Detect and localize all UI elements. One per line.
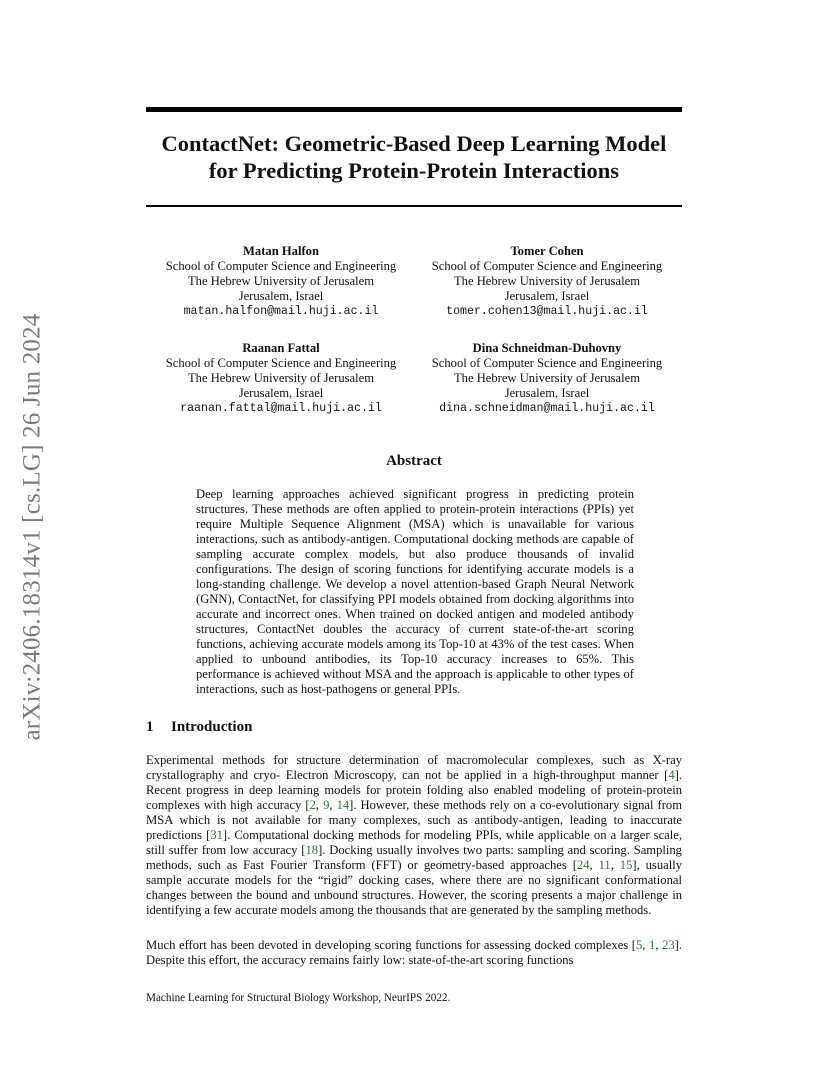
title-top-rule	[146, 107, 682, 112]
citation-link[interactable]: 11	[598, 858, 611, 872]
citation-link[interactable]: 31	[210, 828, 223, 842]
author-block-4	[402, 341, 692, 416]
citation-link[interactable]: 15	[619, 858, 633, 872]
paper-title	[146, 130, 682, 184]
abstract-text: Deep learning approaches achieved significant progress in predicting protein structures. These methods are often applied to protein-protein interactions (PPIs) yet require Multiple Sequence Alignment (MSA) which is unavailable for various interactions, such as antibody-antigen. Computational docking methods are capable of sampling accurate complex models, but also produce thousands of invalid configurations. The design of scoring functions for identifying accurate models is a long-standing challenge. We develop a novel attention-based Graph Neural Network (GNN), ContactNet, for classifying PPI models obtained from docking algorithms into accurate and incorrect ones. When trained on docked antigen and modeled antibody structures, ContactNet doubles the accuracy of current state-of-the-art scoring functions, achieving accurate models among its Top-10 at 43% of the test cases. When applied to unbound antibodies, its Top-10 accuracy increases to 65%. This performance is achieved without MSA and the approach is applicable to other types of interactions, such as host-pathogens or general PPIs.	[196, 487, 634, 696]
author-affiliation: School of Computer Science and Engineering	[431, 259, 663, 273]
author-institution: The Hebrew University of Jerusalem	[187, 274, 375, 288]
citation-link[interactable]: 2	[309, 798, 316, 812]
author-email[interactable]: tomer.cohen13@mail.huji.ac.il	[446, 305, 648, 318]
author-email[interactable]: raanan.fattal@mail.huji.ac.il	[180, 402, 382, 415]
arxiv-identifier-text: arXiv:2406.18314v1 [cs.LG] 26 Jun 2024	[18, 313, 45, 741]
author-institution: The Hebrew University of Jerusalem	[453, 274, 641, 288]
author-block-2	[402, 244, 692, 319]
citation-link[interactable]: 18	[305, 843, 319, 857]
paragraph-text: ], usually sample accurate models for the “rigid” docking cases, where there are no significant conformational changes between the bound and unbound structures. However, the scoring presents a major challenge in identifying a few accurate models among the thousands that are generated by the sampling methods.	[146, 858, 683, 917]
intro-paragraph-2: Much effort has been devoted in developing scoring functions for assessing docked complexes [5, 1, 23]. Despite this effort, the accuracy remains fairly low: state-of-the-art scoring functions	[146, 938, 683, 967]
author-affiliation: School of Computer Science and Engineering	[165, 259, 397, 273]
citation-link[interactable]: 14	[336, 798, 350, 812]
citation-link[interactable]: 9	[323, 798, 330, 812]
title-line-1: ContactNet: Geometric-Based Deep Learning Model	[161, 131, 667, 156]
citation-link[interactable]: 5	[635, 938, 643, 952]
author-affiliation: School of Computer Science and Engineering	[431, 356, 663, 370]
arxiv-identifier	[12, 292, 52, 762]
author-email[interactable]: matan.halfon@mail.huji.ac.il	[183, 305, 379, 318]
paragraph-text: ]. Despite this effort, the accuracy remains fairly low: state-of-the-art scoring functions	[146, 938, 683, 967]
author-name: Matan Halfon	[243, 244, 319, 258]
intro-paragraph-1: Experimental methods for structure determination of macromolecular complexes, such as X-ray crystallography and cryo- Electron Microscopy, can not be applied in a high-throughput manner [4]. Recent progress in deep learning models for protein folding also enabled modeling of protein-protein complexes with high accuracy [2, 9, 14]. However, these methods rely on a co-evolutionary signal from MSA which is not available for many complexes, such as antibody-antigen, leading to inaccurate predictions [31]. Computational docking methods for modeling PPIs, while applicable on a larger scale, still suffer from low accuracy [18]. Docking usually involves two parts: sampling and scoring. Sampling methods, such as Fast Fourier Transform (FFT) or geometry-based approaches [24, 11, 15], usually sample accurate models for the “rigid” docking cases, where there are no significant conformational changes between the bound and unbound structures. However, the scoring presents a major challenge in identifying a few accurate models among the thousands that are generated by the sampling methods.	[146, 753, 683, 917]
paragraph-text: ]. Computational docking methods for modeling PPIs, while applicable on a larger scale, still suffer from low accuracy [	[146, 828, 682, 857]
paragraph-text: ]. However, these methods rely on a co-evolutionary signal from MSA which is not available for many complexes, such as antibody-antigen, leading to inaccurate predictions [	[146, 798, 683, 842]
author-block-3	[136, 341, 426, 416]
author-email[interactable]: dina.schneidman@mail.huji.ac.il	[439, 402, 655, 415]
title-line-2: for Predicting Protein-Protein Interactions	[208, 158, 620, 183]
author-location: Jerusalem, Israel	[504, 289, 590, 303]
paragraph-text: Experimental methods for structure determination of macromolecular complexes, such as X-ray crystallography and cryo- Electron Microscopy, can not be applied in a high-throughput manner [	[146, 753, 682, 782]
author-name: Raanan Fattal	[242, 341, 320, 355]
author-block-1	[136, 244, 426, 319]
citation-link[interactable]: 1	[649, 938, 656, 952]
citation-link[interactable]: 24	[576, 858, 590, 872]
abstract-heading: Abstract	[386, 453, 442, 469]
section-title: Introduction	[171, 719, 253, 735]
section-number: 1	[146, 719, 154, 735]
section-heading-introduction	[146, 719, 252, 736]
author-name: Dina Schneidman-Duhovny	[472, 341, 622, 355]
paragraph-text: ]. Docking usually involves two parts: sampling and scoring. Sampling methods, such as Fast Fourier Transform (FFT) or geometry-based approaches [	[146, 843, 682, 872]
author-name: Tomer Cohen	[510, 244, 584, 258]
author-location: Jerusalem, Israel	[504, 386, 590, 400]
citation-link[interactable]: 23	[662, 938, 675, 952]
paragraph-text: Much effort has been devoted in developing scoring functions for assessing docked complexes [	[146, 938, 636, 952]
footer-note: Machine Learning for Structural Biology Workshop, NeurIPS 2022.	[146, 992, 451, 1004]
citation-link[interactable]: 4	[668, 768, 675, 782]
author-location: Jerusalem, Israel	[238, 289, 324, 303]
title-bottom-rule	[146, 205, 682, 207]
author-institution: The Hebrew University of Jerusalem	[453, 371, 641, 385]
paragraph-text: ]. Recent progress in deep learning models for protein folding also enabled modeling of protein-protein complexes with high accuracy [	[146, 768, 682, 812]
author-institution: The Hebrew University of Jerusalem	[187, 371, 375, 385]
author-location: Jerusalem, Israel	[238, 386, 324, 400]
author-affiliation: School of Computer Science and Engineering	[165, 356, 397, 370]
